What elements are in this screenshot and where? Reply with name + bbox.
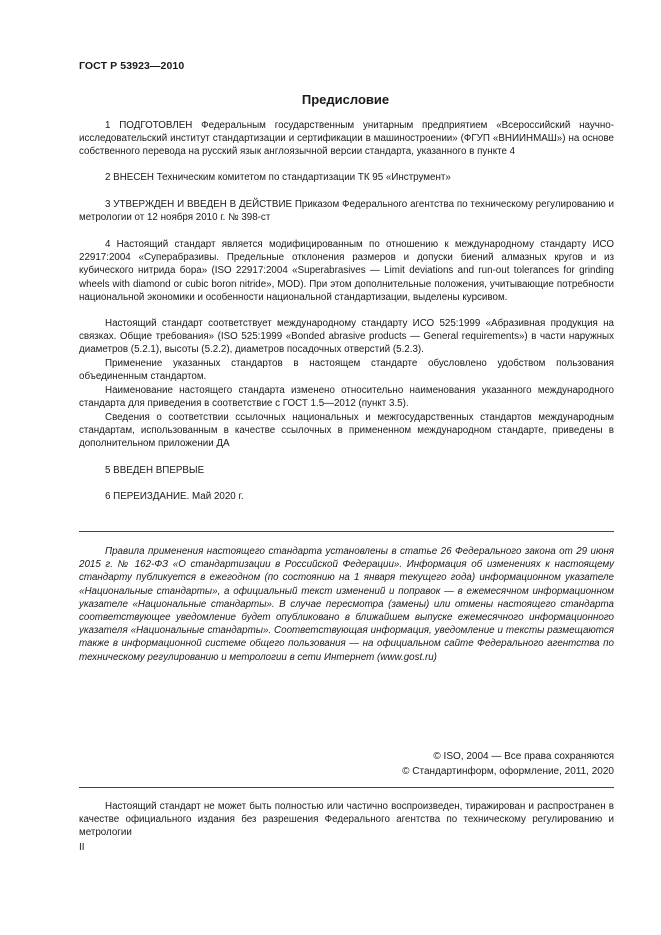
foreword-item-3: 3 УТВЕРЖДЕН И ВВЕДЕН В ДЕЙСТВИЕ Приказом Федерального агентства по техническому регулированию и метрологии от 12 ноября 2010 г. № 398-ст: [79, 199, 614, 224]
foreword-item-4: 4 Настоящий стандарт является модифицированным по отношению к международному стандарту ИСО 22917:2004 «Суперабразивы. Предельные отклонения размеров и допуски биений алмазных кругов и из кубического нитрида бора» (ISO 22917:2004 «Superabrasives — Limit deviations and run-out tolerances for grinding wheels with diamond or cubic boron nitride», MOD). При этом дополнительные положения, учитывающие потребности национальной экономики и особенности национальной стандартизации, выделены курсивом.: [79, 239, 614, 303]
foreword-item-4-application: Применение указанных стандартов в настоящем стандарте обусловлено удобством пользования объединенным стандартом.: [79, 358, 614, 383]
foreword-item-5: 5 ВВЕДЕН ВПЕРВЫЕ: [105, 465, 205, 476]
standard-usage-notice: Правила применения настоящего стандарта установлены в статье 26 Федерального закона от 29 июня 2015 г. № 162-ФЗ «О стандартизации в Российской Федерации». Информация об изменениях к настоящему стандарту публикуется в ежегодном (по состоянию на 1 января текущего года) информационном указателе «Национальные стандарты», а официальный текст изменений и поправок — в ежемесячном информационном указателе «Национальные стандарты». В случае пересмотра (замены) или отмены настоящего стандарта соответствующее уведомление будет опубликовано в ближайшем выпуске ежемесячного информационного указателя «Национальные стандарты». Соответствующая информация, уведомление и тексты размещаются также в информационной системе общего пользования — на официальном сайте Федерального агентства по техническому регулированию и метрологии в сети Интернет (www.gost.ru): [79, 546, 614, 663]
foreword-item-4-iso525: Настоящий стандарт соответствует международному стандарту ИСО 525:1999 «Абразивная продукция на связках. Общие требования» (ISO 525:1999 «Bonded abrasive products — General requirements») в части наружных диаметров (5.2.1), высоты (5.2.2), диаметров посадочных отверстий (5.2.3).: [79, 318, 614, 356]
separator-line: [79, 531, 614, 532]
page-title: Предисловие: [301, 92, 390, 107]
page-number: II: [79, 842, 85, 853]
copyright-iso: © ISO, 2004 — Все права сохраняются: [433, 751, 614, 762]
document-header: ГОСТ Р 53923—2010: [79, 60, 185, 72]
reproduction-notice: Настоящий стандарт не может быть полностью или частично воспроизведен, тиражирован и распространен в качестве официального издания без разрешения Федерального агентства по техническому регулированию и метрологии: [79, 801, 614, 839]
foreword-item-4-name-change: Наименование настоящего стандарта изменено относительно наименования указанного международного стандарта для приведения в соответствие с ГОСТ 1.5—2012 (пункт 3.5).: [79, 385, 614, 410]
foreword-item-6: 6 ПЕРЕИЗДАНИЕ. Май 2020 г.: [105, 491, 244, 502]
foreword-item-1: 1 ПОДГОТОВЛЕН Федеральным государственным унитарным предприятием «Всероссийский научно-исследовательский институт стандартизации и сертификации в машиностроении» (ФГУП «ВНИИНМАШ») на основе собственного перевода на русский язык англоязычной версии стандарта, указанного в пункте 4: [79, 120, 614, 158]
copyright-standartinform: © Стандартинформ, оформление, 2011, 2020: [402, 766, 614, 777]
foreword-item-4-references: Сведения о соответствии ссылочных национальных и межгосударственных стандартов международным стандартам, использованным в качестве ссылочных в примененном международном стандарте, приведены в дополнительном приложении ДА: [79, 412, 614, 450]
separator-line-bottom: [79, 787, 614, 788]
foreword-item-2: 2 ВНЕСЕН Техническим комитетом по стандартизации ТК 95 «Инструмент»: [105, 172, 451, 183]
